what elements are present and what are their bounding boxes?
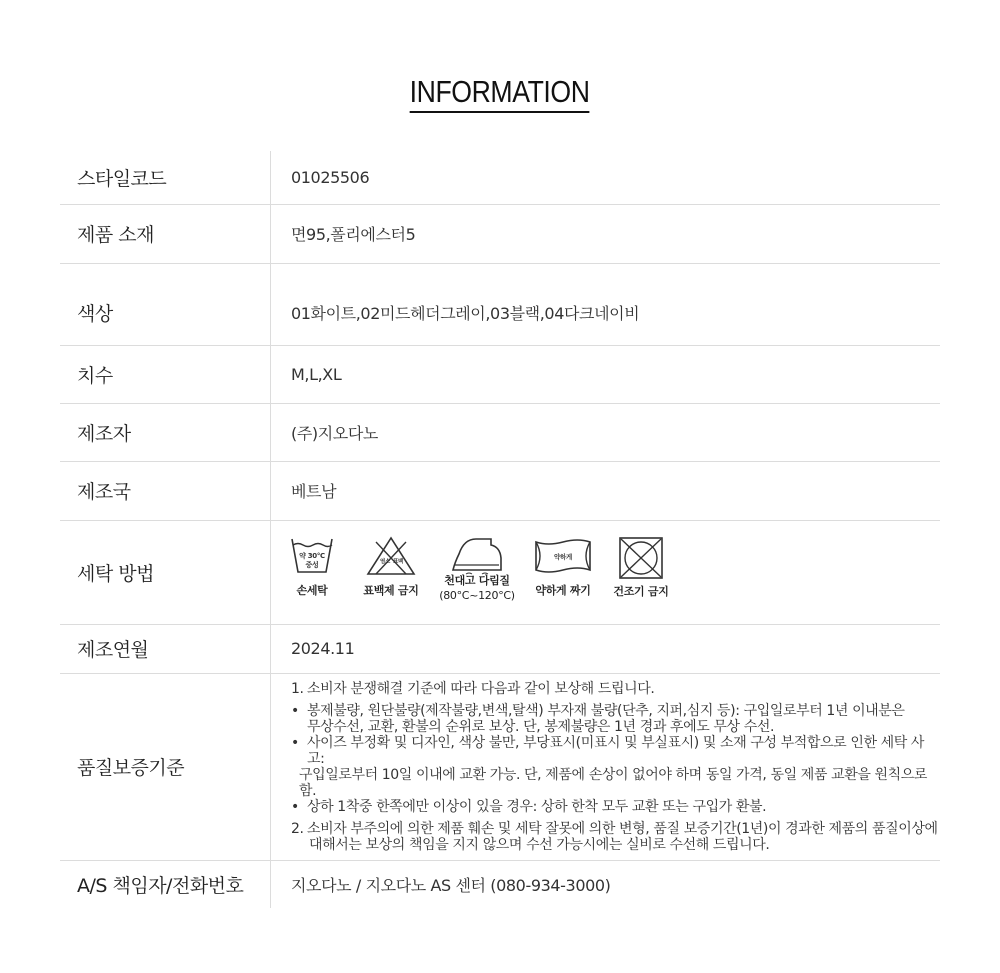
wash-caption-no-bleach: 표백제 금지 (363, 584, 419, 597)
row-style-code (60, 151, 940, 204)
value-size: M,L,XL (271, 345, 941, 403)
no-tumble-dry-icon (618, 536, 664, 580)
hand-wash-temp: 약 30°C (299, 552, 325, 560)
quality-line-text: 소비자 부주의에 의한 제품 훼손 및 세탁 잘못에 의한 변형, 품질 보증기간(1년)이 경과한 제품의 품질이상에 (307, 820, 938, 837)
quality-line (291, 799, 939, 815)
quality-line (291, 837, 939, 853)
value-date: 2024.11 (271, 624, 941, 673)
wash-symbol-wring (528, 536, 598, 598)
wash-caption-iron-temp: (80°C~120°C) (439, 589, 515, 602)
quality-line-text: 무상수선, 교환, 환불의 순위로 보상. 단, 봉제불량은 1년 경과 후에도 무상 수선. (307, 718, 775, 735)
row-washing (60, 520, 940, 624)
quality-line (291, 821, 939, 837)
quality-mark: • (291, 702, 299, 719)
title-wrap (0, 74, 1000, 113)
quality-text (291, 681, 939, 853)
hand-wash-icon (290, 536, 334, 576)
label-style-code: 스타일코드 (60, 151, 271, 204)
label-manufacturer: 제조자 (60, 403, 271, 461)
wash-caption-iron: 천대고 다림질 (444, 574, 510, 587)
quality-mark: 1. (291, 680, 304, 697)
value-style-code: 01025506 (271, 151, 941, 204)
gentle-wring-icon (532, 536, 594, 576)
row-as (60, 860, 940, 908)
value-as: 지오다노 / 지오다노 AS 센터 (080-934-3000) (291, 875, 611, 895)
quality-line-text: 소비자 분쟁해결 기준에 따라 다음과 같이 보상해 드립니다. (307, 680, 655, 697)
label-washing: 세탁 방법 (60, 520, 271, 624)
no-bleach-bleach: 표백 (392, 559, 404, 565)
row-size (60, 345, 940, 403)
quality-mark (291, 719, 307, 735)
wash-symbol-hand-wash (286, 536, 338, 598)
quality-line (291, 735, 939, 767)
wash-caption-wring: 약하게 짜기 (535, 584, 591, 597)
quality-line (291, 703, 939, 719)
quality-mark (291, 837, 309, 853)
label-size: 치수 (60, 345, 271, 403)
no-bleach-chlorine: 염소 (379, 559, 391, 565)
quality-mark: • (291, 798, 299, 815)
no-bleach-icon (366, 536, 416, 576)
wring-gentle-text: 약하게 (554, 553, 572, 561)
wash-caption-hand-wash: 손세탁 (296, 584, 328, 597)
label-as: A/S 책임자/전화번호 (60, 860, 271, 908)
quality-mark: 2. (291, 820, 304, 837)
row-country (60, 461, 940, 520)
wash-symbol-iron (436, 536, 518, 612)
quality-line (291, 681, 939, 697)
value-manufacturer: (주)지오다노 (271, 403, 941, 461)
hand-wash-detergent: 중성 (305, 561, 319, 569)
quality-line-text: 대해서는 보상의 책임을 지지 않으며 수선 가능시에는 실비로 수선해 드립니다. (309, 836, 770, 853)
wash-caption-no-tumble-dry: 건조기 금지 (613, 585, 669, 598)
wash-symbol-no-tumble-dry (608, 536, 674, 602)
quality-mark: • (291, 734, 299, 751)
value-washing (271, 520, 941, 624)
quality-mark (291, 767, 299, 799)
row-date (60, 624, 940, 673)
row-manufacturer (60, 403, 940, 461)
row-material (60, 204, 940, 263)
label-material: 제품 소재 (60, 204, 271, 263)
wash-symbol-no-bleach (356, 536, 426, 598)
value-material: 면95,폴리에스터5 (271, 204, 941, 263)
quality-line-text: 봉제불량, 원단불량(제작불량,변색,탈색) 부자재 불량(단추, 지퍼,심지 등): 구입일로부터 1년 이내분은 (307, 702, 905, 719)
value-color: 01화이트,02미드헤더그레이,03블랙,04다크네이비 (271, 263, 941, 345)
quality-line-text: 사이즈 부정확 및 디자인, 색상 불만, 부당표시(미표시 및 부실표시) 및 소재 구성 부적합으로 인한 세탁 사고: (307, 734, 925, 767)
info-table (60, 151, 940, 908)
iron-icon (450, 536, 504, 576)
label-color: 색상 (60, 263, 271, 345)
quality-line-text: 구입일로부터 10일 이내에 교환 가능. 단, 제품에 손상이 없어야 하며 동일 가격, 동일 제품 교환을 원칙으로 함. (299, 766, 927, 799)
value-quality (271, 673, 941, 860)
washing-symbols (291, 532, 939, 612)
row-color (60, 263, 940, 345)
label-country: 제조국 (60, 461, 271, 520)
value-country: 베트남 (271, 461, 941, 520)
quality-line (291, 767, 939, 799)
label-date: 제조연월 (60, 624, 271, 673)
quality-line (291, 719, 939, 735)
quality-line-text: 상하 1착중 한쪽에만 이상이 있을 경우: 상하 한착 모두 교환 또는 구입가 환불. (307, 798, 767, 815)
label-quality: 품질보증기준 (60, 673, 271, 860)
row-quality (60, 673, 940, 860)
page-title: INFORMATION (410, 74, 590, 113)
